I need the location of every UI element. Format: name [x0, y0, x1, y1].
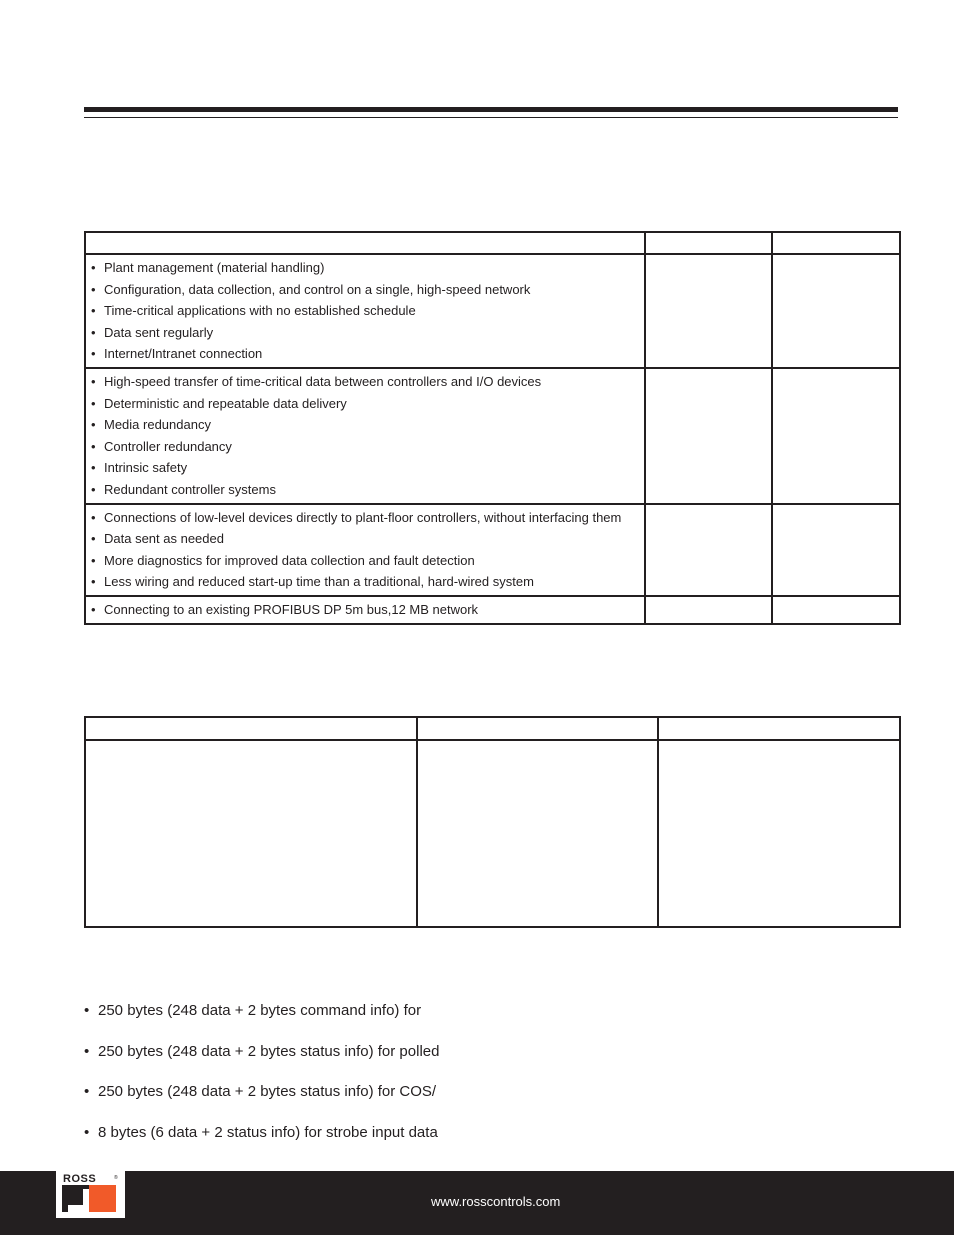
list-item: • Intrinsic safety: [91, 457, 638, 479]
list-item: • 250 bytes (248 data + 2 bytes status info) for COS/: [84, 1081, 439, 1122]
list-item: • 250 bytes (248 data + 2 bytes status info) for polled: [84, 1041, 439, 1082]
network-application-table: [84, 231, 901, 625]
header-rule-thick: [84, 107, 898, 112]
application-group-cell: [85, 368, 645, 504]
list-item: • Controller redundancy: [91, 436, 638, 458]
bullet-icon: •: [91, 324, 96, 340]
table-cell: [645, 596, 772, 624]
table-row: [85, 368, 900, 504]
application-group-cell: [85, 504, 645, 596]
bullet-icon: •: [91, 574, 96, 590]
list-item: • Connections of low-level devices directly to plant-floor controllers, without interfacing them: [91, 507, 638, 529]
bullet-icon: •: [91, 281, 96, 297]
bullet-icon: •: [91, 438, 96, 454]
table-cell: [645, 368, 772, 504]
list-item: • Deterministic and repeatable data delivery: [91, 393, 638, 415]
header-cell: [85, 717, 417, 740]
bullet-icon: •: [91, 601, 96, 617]
list-item: • Plant management (material handling): [91, 257, 638, 279]
table-row: [85, 254, 900, 368]
bullet-icon: •: [91, 417, 96, 433]
bullet-icon: •: [91, 531, 96, 547]
list-item: • Redundant controller systems: [91, 479, 638, 501]
list-item: • 8 bytes (6 data + 2 status info) for strobe input data: [84, 1122, 439, 1163]
bullet-icon: •: [84, 1042, 90, 1060]
ross-logo: [56, 1171, 125, 1218]
table-cell: [645, 504, 772, 596]
list-item: • Less wiring and reduced start-up time than a traditional, hard-wired system: [91, 571, 638, 593]
list-item: • Media redundancy: [91, 414, 638, 436]
header-cell: [417, 717, 658, 740]
bullet-icon: •: [91, 460, 96, 476]
table-cell: [772, 254, 900, 368]
comparison-table: [84, 716, 901, 928]
list-item: • Time-critical applications with no established schedule: [91, 300, 638, 322]
bullet-icon: •: [91, 552, 96, 568]
list-item: • High-speed transfer of time-critical data between controllers and I/O devices: [91, 371, 638, 393]
bullet-icon: •: [91, 260, 96, 275]
table-row: [85, 596, 900, 624]
bullet-icon: •: [91, 373, 96, 389]
logo-mark-icon: [62, 1185, 116, 1212]
bullet-icon: •: [91, 509, 96, 525]
header-rule-thin: [84, 117, 898, 118]
website-url[interactable]: www.rosscontrols.com: [431, 1194, 561, 1209]
bullet-icon: •: [91, 303, 96, 319]
bullet-icon: •: [84, 1124, 90, 1142]
table-cell: [417, 740, 658, 927]
table-cell: [658, 740, 900, 927]
list-item: • More diagnostics for improved data collection and fault detection: [91, 550, 638, 572]
list-item: • Configuration, data collection, and control on a single, high-speed network: [91, 279, 638, 301]
list-item: • Data sent as needed: [91, 528, 638, 550]
list-item: • Internet/Intranet connection: [91, 343, 638, 365]
list-item: • Data sent regularly: [91, 322, 638, 344]
application-group-cell: [85, 596, 645, 624]
application-group-cell: [85, 254, 645, 368]
header-cell: [85, 232, 645, 254]
table-row: [85, 740, 900, 927]
list-item: • 250 bytes (248 data + 2 bytes command info) for: [84, 1000, 439, 1041]
header-cell: [645, 232, 772, 254]
table-cell: [85, 740, 417, 927]
registered-mark: ®: [114, 1175, 118, 1181]
table-row: [85, 504, 900, 596]
table-header-row: [85, 232, 900, 254]
header-cell: [772, 232, 900, 254]
table-cell: [772, 368, 900, 504]
bullet-icon: •: [91, 395, 96, 411]
header-cell: [658, 717, 900, 740]
table-cell: [645, 254, 772, 368]
bullet-icon: •: [84, 1002, 90, 1019]
data-size-list: [84, 1000, 439, 1163]
bullet-icon: •: [84, 1083, 90, 1101]
table-cell: [772, 596, 900, 624]
table-cell: [772, 504, 900, 596]
bullet-icon: •: [91, 346, 96, 362]
table-header-row: [85, 717, 900, 740]
logo-wordmark: ROSS: [63, 1173, 97, 1185]
page-footer: [0, 1171, 954, 1235]
bullet-icon: •: [91, 481, 96, 497]
list-item: • Connecting to an existing PROFIBUS DP 5m bus,12 MB network: [91, 599, 638, 621]
